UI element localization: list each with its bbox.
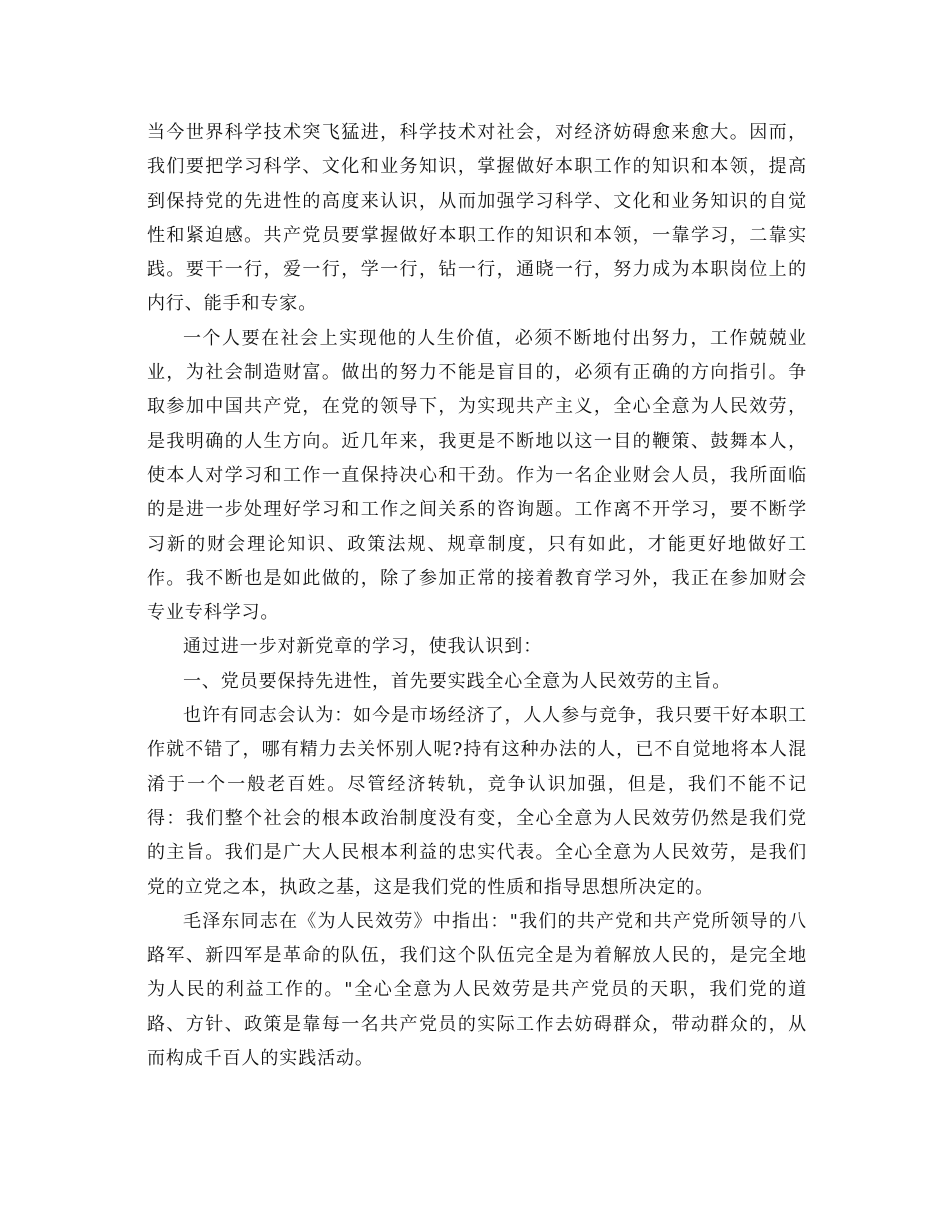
paragraph-5: 也许有同志会认为：如今是市场经济了，人人参与竞争，我只要干好本职工作就不错了，哪有精力去关怀别人呢?持有这种办法的人，已不自觉地将本人混淆于一个一般老百姓。尽管经济转轨，竞争认识加强，但是，我们不能不记得：我们整个社会的根本政治制度没有变，全心全意为人民效劳仍然是我们党的主旨。我们是广大人民根本利益的忠实代表。全心全意为人民效劳，是我们党的立党之本，执政之基，这是我们党的性质和指导思想所决定的。 — [147, 705, 807, 898]
document-body — [147, 116, 807, 1076]
paragraph-6: 毛泽东同志在《为人民效劳》中指出："我们的共产党和共产党所领导的八路军、新四军是革命的队伍，我们这个队伍完全是为着解放人民的，是完全地为人民的利益工作的。"全心全意为人民效劳是共产党员的天职，我们党的道路、方针、政策是靠每一名共产党员的实际工作去妨碍群众，带动群众的，从而构成千百人的实践活动。 — [147, 910, 807, 1070]
paragraph-2: 一个人要在社会上实现他的人生价值，必须不断地付出努力，工作兢兢业业，为社会制造财富。做出的努力不能是盲目的，必须有正确的方向指引。争取参加中国共产党，在党的领导下，为实现共产主义，全心全意为人民效劳，是我明确的人生方向。近几年来，我更是不断地以这一目的鞭策、鼓舞本人，使本人对学习和工作一直保持决心和干劲。作为一名企业财会人员，我所面临的是进一步处理好学习和工作之间关系的咨询题。工作离不开学习，要不断学习新的财会理论知识、政策法规、规章制度，只有如此，才能更好地做好工作。我不断也是如此做的，除了参加正常的接着教育学习外，我正在参加财会专业专科学习。 — [147, 327, 807, 624]
paragraph-1: 当今世界科学技术突飞猛进，科学技术对社会，对经济妨碍愈来愈大。因而，我们要把学习科学、文化和业务知识，掌握做好本职工作的知识和本领，提高到保持党的先进性的高度来认识，从而加强学习科学、文化和业务知识的自觉性和紧迫感。共产党员要掌握做好本职工作的知识和本领，一靠学习，二靠实践。要干一行，爱一行，学一行，钻一行，通晓一行，努力成为本职岗位上的内行、能手和专家。 — [147, 122, 807, 315]
paragraph-4: 一、党员要保持先进性，首先要实践全心全意为人民效劳的主旨。 — [183, 670, 732, 692]
paragraph-3: 通过进一步对新党章的学习，使我认识到： — [183, 636, 543, 658]
